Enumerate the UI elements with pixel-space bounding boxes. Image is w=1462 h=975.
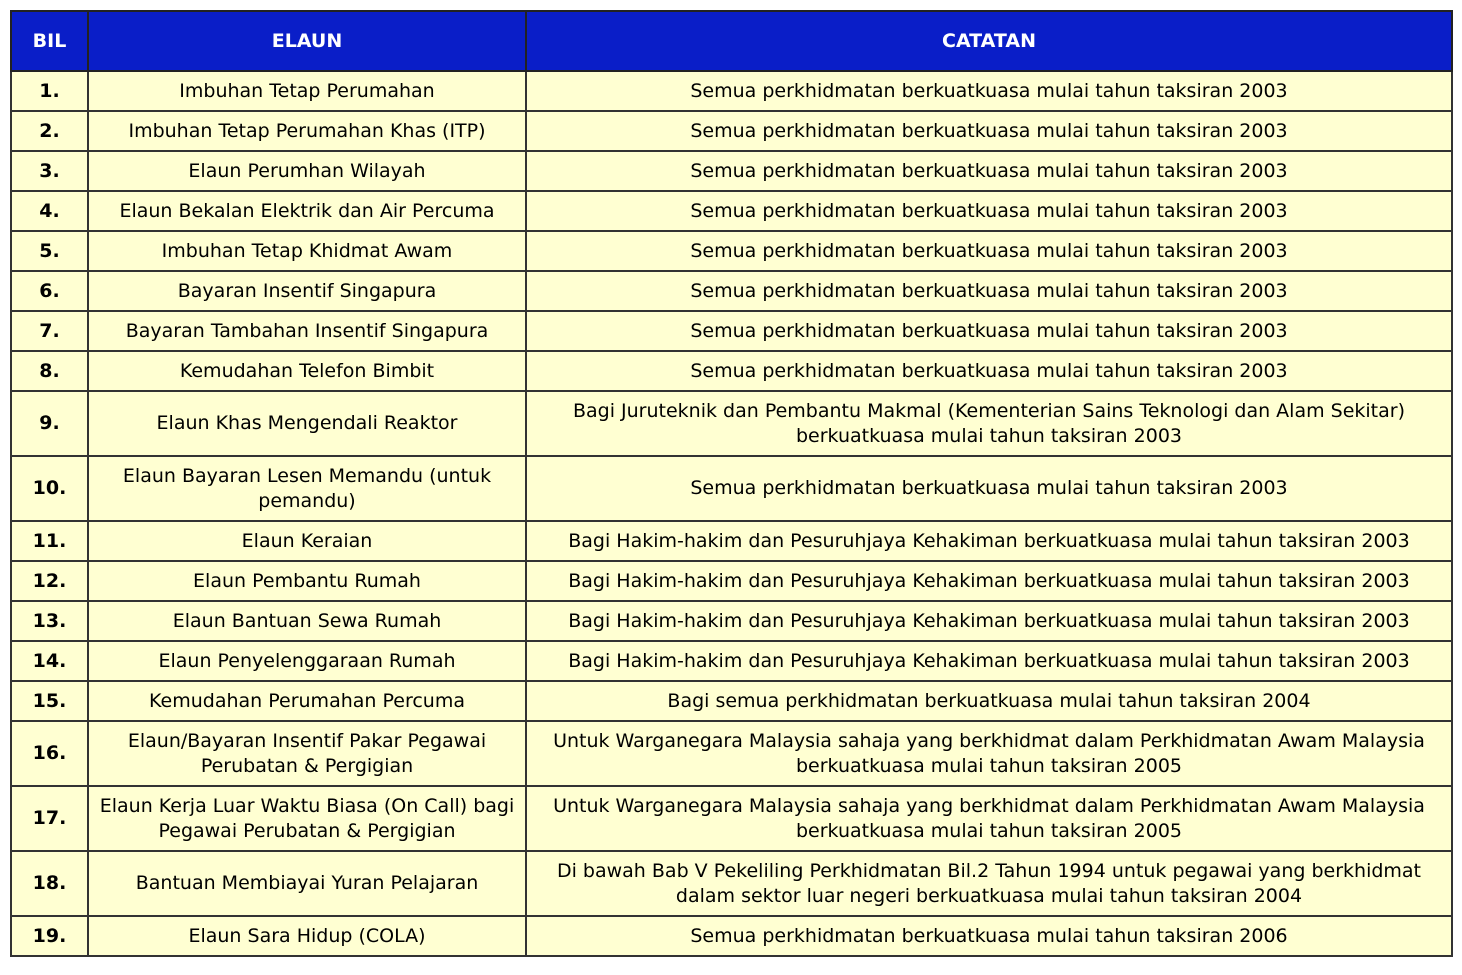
- cell-elaun: [88, 151, 526, 191]
- table-row: [11, 311, 1452, 351]
- cell-bil: 11.: [11, 521, 88, 561]
- catatan-line: Bagi semua perkhidmatan berkuatkuasa mulai tahun taksiran 2004: [667, 689, 1311, 712]
- elaun-line: Pegawai Perubatan & Pergigian: [158, 819, 456, 842]
- cell-bil: 6.: [11, 271, 88, 311]
- elaun-line: Imbuhan Tetap Perumahan: [179, 79, 435, 102]
- cell-bil: 8.: [11, 351, 88, 391]
- elaun-line: Kemudahan Perumahan Percuma: [149, 689, 465, 712]
- cell-catatan: [526, 111, 1452, 151]
- elaun-line: Elaun Kerja Luar Waktu Biasa (On Call) bagi: [99, 794, 515, 817]
- table-row: [11, 456, 1452, 521]
- elaun-line: Elaun Bantuan Sewa Rumah: [172, 609, 442, 632]
- table-header-row: [11, 11, 1452, 71]
- cell-elaun: [88, 71, 526, 111]
- table-row: [11, 601, 1452, 641]
- elaun-line: Elaun Khas Mengendali Reaktor: [156, 412, 458, 434]
- catatan-line: Semua perkhidmatan berkuatkuasa mulai tahun taksiran 2003: [690, 477, 1288, 499]
- header-bil: BIL: [11, 11, 88, 71]
- cell-elaun: [88, 521, 526, 561]
- catatan-line: Bagi Hakim-hakim dan Pesuruhjaya Kehakiman berkuatkuasa mulai tahun taksiran 2003: [568, 529, 1410, 552]
- cell-elaun: [88, 561, 526, 601]
- elaun-line: Elaun Perumhan Wilayah: [188, 159, 426, 182]
- cell-elaun: [88, 681, 526, 721]
- cell-catatan: [526, 681, 1452, 721]
- table-row: [11, 786, 1452, 851]
- cell-catatan: [526, 786, 1452, 851]
- elaun-line: Elaun Sara Hidup (COLA): [188, 924, 426, 947]
- cell-elaun: [88, 721, 526, 786]
- elaun-line: pemandu): [258, 489, 356, 512]
- catatan-line: Bagi Hakim-hakim dan Pesuruhjaya Kehakiman berkuatkuasa mulai tahun taksiran 2003: [568, 609, 1410, 632]
- catatan-line: Di bawah Bab V Pekeliling Perkhidmatan Bil.2 Tahun 1994 untuk pegawai yang berkhidmat: [556, 859, 1422, 882]
- cell-catatan: [526, 191, 1452, 231]
- table-body: [11, 71, 1452, 956]
- cell-elaun: [88, 851, 526, 916]
- cell-elaun: [88, 231, 526, 271]
- cell-catatan: [526, 721, 1452, 786]
- allowance-table: [10, 10, 1453, 957]
- table-row: [11, 391, 1452, 456]
- table-row: [11, 191, 1452, 231]
- cell-bil: 12.: [11, 561, 88, 601]
- elaun-line: Bayaran Tambahan Insentif Singapura: [125, 319, 489, 342]
- cell-elaun: [88, 641, 526, 681]
- cell-bil: 13.: [11, 601, 88, 641]
- catatan-line: Bagi Hakim-hakim dan Pesuruhjaya Kehakiman berkuatkuasa mulai tahun taksiran 2003: [568, 649, 1410, 672]
- cell-bil: 17.: [11, 786, 88, 851]
- cell-catatan: [526, 391, 1452, 456]
- catatan-line: Semua perkhidmatan berkuatkuasa mulai tahun taksiran 2003: [690, 119, 1288, 142]
- elaun-line: Imbuhan Tetap Khidmat Awam: [161, 239, 453, 262]
- cell-bil: 1.: [11, 71, 88, 111]
- table-row: [11, 641, 1452, 681]
- cell-elaun: [88, 111, 526, 151]
- table-row: [11, 151, 1452, 191]
- cell-bil: 19.: [11, 916, 88, 956]
- catatan-line: Semua perkhidmatan berkuatkuasa mulai tahun taksiran 2003: [690, 319, 1288, 342]
- cell-catatan: [526, 641, 1452, 681]
- cell-elaun: [88, 916, 526, 956]
- cell-catatan: [526, 151, 1452, 191]
- cell-catatan: [526, 71, 1452, 111]
- cell-bil: 14.: [11, 641, 88, 681]
- catatan-line: berkuatkuasa mulai tahun taksiran 2005: [795, 819, 1182, 842]
- table-row: [11, 916, 1452, 956]
- elaun-line: Elaun/Bayaran Insentif Pakar Pegawai: [127, 729, 487, 752]
- cell-elaun: [88, 271, 526, 311]
- cell-elaun: [88, 786, 526, 851]
- table-row: [11, 561, 1452, 601]
- table-row: [11, 111, 1452, 151]
- elaun-line: Elaun Bekalan Elektrik dan Air Percuma: [119, 199, 495, 222]
- cell-elaun: [88, 391, 526, 456]
- cell-catatan: [526, 851, 1452, 916]
- catatan-line: Semua perkhidmatan berkuatkuasa mulai tahun taksiran 2006: [690, 924, 1288, 947]
- catatan-line: Untuk Warganegara Malaysia sahaja yang berkhidmat dalam Perkhidmatan Awam Malaysia: [553, 729, 1425, 752]
- elaun-line: Elaun Pembantu Rumah: [193, 569, 421, 592]
- catatan-line: berkuatkuasa mulai tahun taksiran 2003: [795, 424, 1182, 447]
- elaun-line: Perubatan & Pergigian: [200, 754, 414, 777]
- cell-catatan: [526, 351, 1452, 391]
- catatan-line: dalam sektor luar negeri berkuatkuasa mulai tahun taksiran 2004: [675, 884, 1303, 907]
- table-row: [11, 721, 1452, 786]
- catatan-line: Semua perkhidmatan berkuatkuasa mulai tahun taksiran 2003: [690, 159, 1288, 182]
- cell-catatan: [526, 521, 1452, 561]
- table-row: [11, 681, 1452, 721]
- table-row: [11, 271, 1452, 311]
- table-row: [11, 231, 1452, 271]
- cell-bil: 5.: [11, 231, 88, 271]
- elaun-line: Elaun Keraian: [241, 529, 373, 552]
- elaun-line: Imbuhan Tetap Perumahan Khas (ITP): [128, 119, 486, 142]
- cell-catatan: [526, 601, 1452, 641]
- cell-elaun: [88, 191, 526, 231]
- catatan-line: Semua perkhidmatan berkuatkuasa mulai tahun taksiran 2003: [690, 199, 1288, 222]
- catatan-line: berkuatkuasa mulai tahun taksiran 2005: [795, 754, 1182, 777]
- cell-catatan: [526, 916, 1452, 956]
- table-row: [11, 351, 1452, 391]
- cell-catatan: [526, 311, 1452, 351]
- cell-elaun: [88, 601, 526, 641]
- cell-catatan: [526, 561, 1452, 601]
- cell-elaun: [88, 456, 526, 521]
- header-catatan: CATATAN: [526, 11, 1452, 71]
- cell-bil: 15.: [11, 681, 88, 721]
- catatan-line: Bagi Hakim-hakim dan Pesuruhjaya Kehakiman berkuatkuasa mulai tahun taksiran 2003: [568, 569, 1410, 592]
- elaun-line: Elaun Penyelenggaraan Rumah: [158, 649, 456, 672]
- cell-bil: 7.: [11, 311, 88, 351]
- cell-bil: 16.: [11, 721, 88, 786]
- elaun-line: Elaun Bayaran Lesen Memandu (untuk: [122, 464, 492, 487]
- table-row: [11, 851, 1452, 916]
- table-row: [11, 521, 1452, 561]
- catatan-line: Semua perkhidmatan berkuatkuasa mulai tahun taksiran 2003: [690, 79, 1288, 102]
- elaun-line: Bayaran Insentif Singapura: [177, 279, 437, 302]
- table-row: [11, 71, 1452, 111]
- cell-elaun: [88, 351, 526, 391]
- catatan-line: Semua perkhidmatan berkuatkuasa mulai tahun taksiran 2003: [690, 279, 1288, 302]
- cell-elaun: [88, 311, 526, 351]
- cell-bil: 2.: [11, 111, 88, 151]
- cell-bil: 10.: [11, 456, 88, 521]
- elaun-line: Kemudahan Telefon Bimbit: [179, 359, 435, 382]
- allowance-table-container: [10, 10, 1451, 957]
- cell-catatan: [526, 271, 1452, 311]
- cell-bil: 9.: [11, 391, 88, 456]
- catatan-line: Untuk Warganegara Malaysia sahaja yang berkhidmat dalam Perkhidmatan Awam Malaysia: [553, 794, 1425, 817]
- cell-catatan: [526, 231, 1452, 271]
- elaun-line: Bantuan Membiayai Yuran Pelajaran: [135, 872, 479, 894]
- cell-bil: 3.: [11, 151, 88, 191]
- cell-catatan: [526, 456, 1452, 521]
- cell-bil: 4.: [11, 191, 88, 231]
- catatan-line: Semua perkhidmatan berkuatkuasa mulai tahun taksiran 2003: [690, 359, 1288, 382]
- cell-bil: 18.: [11, 851, 88, 916]
- catatan-line: Bagi Juruteknik dan Pembantu Makmal (Kementerian Sains Teknologi dan Alam Sekitar): [572, 399, 1405, 422]
- header-elaun: ELAUN: [88, 11, 526, 71]
- catatan-line: Semua perkhidmatan berkuatkuasa mulai tahun taksiran 2003: [690, 239, 1288, 262]
